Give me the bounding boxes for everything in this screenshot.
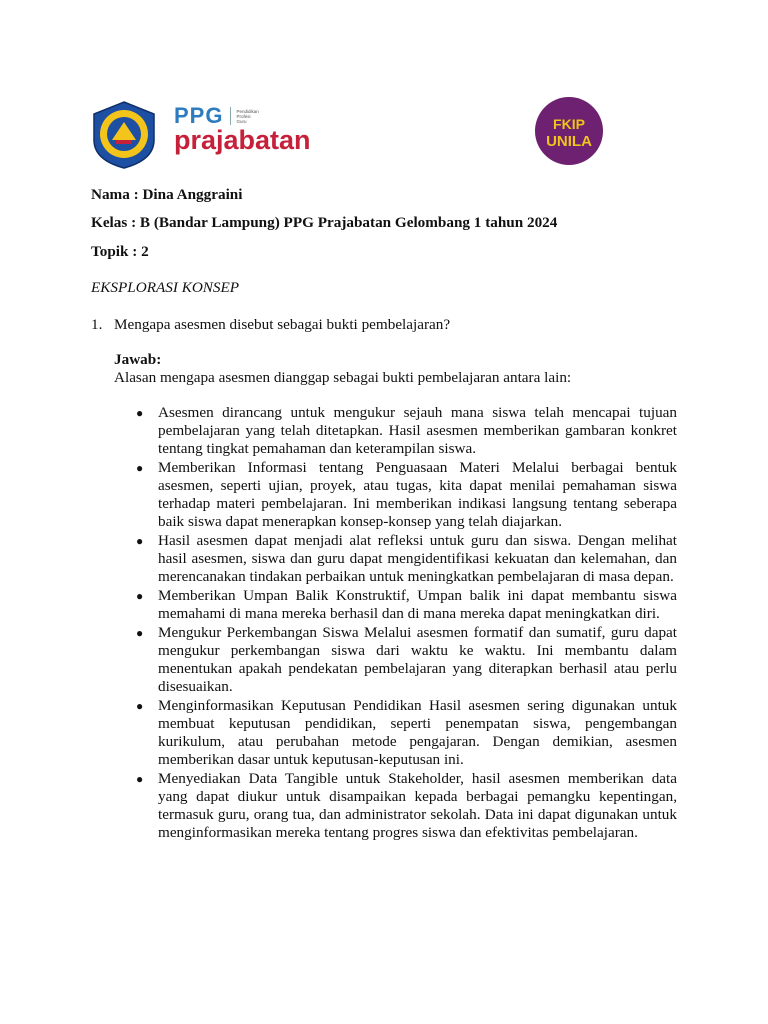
- bullet-icon: ●: [136, 461, 144, 475]
- ppg-prajabatan-logo: [174, 104, 324, 156]
- answer-label: Jawab:: [114, 351, 162, 368]
- bullet-icon: ●: [136, 699, 144, 713]
- question-text: Mengapa asesmen disebut sebagai bukti pembelajaran?: [114, 316, 451, 333]
- topic-info: Topik : 2: [91, 243, 149, 260]
- student-name: Nama : Dina Anggraini: [91, 186, 243, 203]
- list-item: ● Memberikan Umpan Balik Konstruktif, Umpan balik ini dapat membantu siswa memahami di mana mereka berhasil dan di mana mereka dapat meningkatkan diri.: [136, 587, 677, 622]
- prajabatan-word: prajabatan: [174, 125, 311, 155]
- list-item: ● Hasil asesmen dapat menjadi alat refleksi untuk guru dan siswa. Dengan melihat hasil asesmen, siswa dan guru dapat mengidentifikasi kekuatan dan kelemahan, dan merencanakan tindakan perbaikan untuk meningkatkan pembelajaran di masa depan.: [136, 532, 677, 585]
- ppg-word: PPG: [174, 103, 224, 128]
- list-item: ● Asesmen dirancang untuk mengukur sejauh mana siswa telah mencapai tujuan pembelajaran yang telah ditetapkan. Hasil asesmen memberikan gambaran konkret tentang tingkat pemahaman dan keterampilan siswa.: [136, 404, 677, 457]
- list-item: ● Memberikan Informasi tentang Penguasaan Materi Melalui berbagai bentuk asesmen, seperti ujian, proyek, atau tugas, kita dapat menilai pemahaman siswa terhadap materi pembelajaran. Ini memberikan indikasi langsung tentang seberapa baik siswa dapat menerapkan konsep-konsep yang telah diajarkan.: [136, 459, 677, 530]
- ppg-subtitle: Pendidikan Profesi Guru: [236, 108, 259, 124]
- bullet-icon: ●: [136, 534, 144, 548]
- svg-text:FKIP: FKIP: [553, 116, 585, 132]
- bullet-icon: ●: [136, 406, 144, 420]
- universitas-lampung-logo: [90, 100, 158, 170]
- bullet-icon: ●: [136, 626, 144, 640]
- bullet-icon: ●: [136, 589, 144, 603]
- logo-divider: [230, 107, 231, 125]
- list-item: ● Mengukur Perkembangan Siswa Melalui asesmen formatif dan sumatif, guru dapat mengukur perkembangan siswa dari waktu ke waktu. Ini membantu dalam menentukan apakah pendekatan pembelajaran yang diterapkan berhasil atau perlu disesuaikan.: [136, 624, 677, 695]
- fkip-unila-logo: [534, 96, 604, 166]
- section-title: EKSPLORASI KONSEP: [91, 279, 240, 296]
- list-item: ● Menginformasikan Keputusan Pendidikan Hasil asesmen sering digunakan untuk membuat keputusan pendidikan, seperti penempatan siswa, pengembangan kurikulum, atau perubahan metode pengajaran. Dengan demikian, asesmen memberikan dasar untuk keputusan-keputusan ini.: [136, 697, 677, 768]
- list-item: ● Menyediakan Data Tangible untuk Stakeholder, hasil asesmen memberikan data yang dapat diukur untuk disampaikan kepada berbagai pemangku kepentingan, termasuk guru, orang tua, dan administrator sekolah. Data ini dapat digunakan untuk menginformasikan mereka tentang progres siswa dan efektivitas pembelajaran.: [136, 770, 677, 841]
- question-number: 1.: [91, 316, 103, 333]
- svg-text:UNILA: UNILA: [546, 133, 592, 150]
- bullet-icon: ●: [136, 772, 144, 786]
- answer-intro: Alasan mengapa asesmen dianggap sebagai bukti pembelajaran antara lain:: [114, 369, 572, 386]
- answer-bullet-list: [136, 404, 677, 843]
- class-info: Kelas : B (Bandar Lampung) PPG Prajabatan Gelombang 1 tahun 2024: [91, 214, 558, 231]
